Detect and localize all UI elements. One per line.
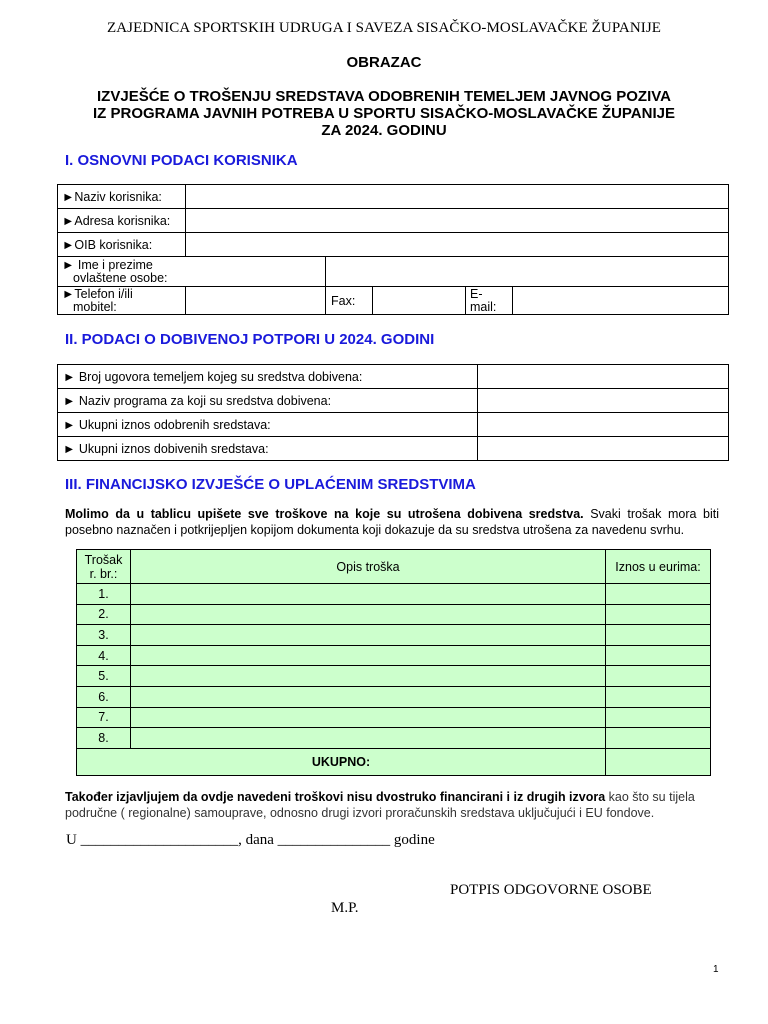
table-row	[77, 645, 711, 666]
table-row	[77, 604, 711, 625]
col-header-description: Opis troška	[131, 550, 606, 584]
row-number: 1.	[77, 584, 131, 605]
support-info-table	[57, 364, 729, 461]
organization-name: ZAJEDNICA SPORTSKIH UDRUGA I SAVEZA SISAČKO-MOSLAVAČKE ŽUPANIJE	[106, 20, 662, 36]
declaration-bold: Također izjavljujem da ovdje navedeni troškovi nisu dvostruko financirani i iz drugih izvora	[65, 790, 606, 804]
row-number: 2.	[77, 604, 131, 625]
row-amount-cell[interactable]	[606, 666, 711, 687]
row-description-cell[interactable]	[131, 625, 606, 646]
label-naziv: ►Naziv korisnika:	[58, 185, 186, 209]
col-header-number-line1: Trošak	[84, 552, 123, 567]
label-ime-line1: ► Ime i prezime	[62, 257, 153, 272]
input-oib[interactable]	[186, 233, 729, 257]
label-telefon-line1: ►Telefon i/ili	[62, 286, 133, 301]
total-label: UKUPNO:	[77, 748, 606, 775]
form-label: OBRAZAC	[346, 54, 422, 71]
table-row	[77, 728, 711, 749]
row-amount-cell[interactable]	[606, 707, 711, 728]
input-fax[interactable]	[373, 287, 466, 315]
row-description-cell[interactable]	[131, 666, 606, 687]
row-number: 7.	[77, 707, 131, 728]
title-line-3: ZA 2024. GODINU	[321, 122, 447, 139]
row-description-cell[interactable]	[131, 604, 606, 625]
col-header-number	[77, 550, 131, 584]
label-fax: Fax:	[326, 287, 373, 315]
col-header-number-line2: r. br.:	[89, 566, 118, 581]
section-1-heading: I. OSNOVNI PODACI KORISNIKA	[65, 152, 298, 169]
input-dobiveni-iznos[interactable]	[478, 437, 729, 461]
place-date-line[interactable]: U _____________________, dana _______________ godine	[66, 832, 435, 848]
total-amount-cell[interactable]	[606, 748, 711, 775]
row-amount-cell[interactable]	[606, 625, 711, 646]
row-amount-cell[interactable]	[606, 728, 711, 749]
row-description-cell[interactable]	[131, 728, 606, 749]
expenses-table	[76, 549, 711, 776]
row-number: 6.	[77, 686, 131, 707]
table-row	[77, 584, 711, 605]
label-email	[466, 287, 513, 315]
table-row	[77, 707, 711, 728]
input-naziv-programa[interactable]	[478, 389, 729, 413]
table-row	[77, 686, 711, 707]
section-2-heading: II. PODACI O DOBIVENOJ POTPORI U 2024. GODINI	[65, 331, 435, 348]
row-number: 8.	[77, 728, 131, 749]
label-email-line1: E-	[470, 286, 483, 301]
label-broj-ugovora: ► Broj ugovora temeljem kojeg su sredstva dobivena:	[58, 365, 478, 389]
row-amount-cell[interactable]	[606, 584, 711, 605]
label-odobreni-iznos: ► Ukupni iznos odobrenih sredstava:	[58, 413, 478, 437]
document-title	[0, 88, 768, 139]
table-row	[77, 625, 711, 646]
label-telefon-line2: mobitel:	[73, 299, 117, 314]
label-adresa: ►Adresa korisnika:	[58, 209, 186, 233]
label-email-line2: mail:	[470, 299, 497, 314]
input-broj-ugovora[interactable]	[478, 365, 729, 389]
title-line-2: IZ PROGRAMA JAVNIH POTREBA U SPORTU SISAČKO-MOSLAVAČKE ŽUPANIJE	[93, 105, 675, 122]
row-number: 5.	[77, 666, 131, 687]
label-oib: ►OIB korisnika:	[58, 233, 186, 257]
row-amount-cell[interactable]	[606, 686, 711, 707]
row-description-cell[interactable]	[131, 645, 606, 666]
row-amount-cell[interactable]	[606, 604, 711, 625]
declaration-rest: kao što su tijela područne ( regionalne) samouprave, odnosno drugi izvori proračunskih sredstava uključujući i EU fondove.	[65, 790, 695, 820]
row-description-cell[interactable]	[131, 707, 606, 728]
table-row	[77, 666, 711, 687]
instruction-rest: Svaki trošak mora biti posebno naznačen i potkrijepljen kopijom dokumenta koji dokazuje da su sredstva utrošena za navedenu svrhu.	[65, 507, 719, 537]
title-line-1: IZVJEŠĆE O TROŠENJU SREDSTAVA ODOBRENIH TEMELJEM JAVNOG POZIVA	[97, 88, 671, 105]
input-odobreni-iznos[interactable]	[478, 413, 729, 437]
signature-label: POTPIS ODGOVORNE OSOBE	[450, 882, 652, 898]
label-telefon	[58, 287, 186, 315]
row-number: 3.	[77, 625, 131, 646]
label-naziv-programa: ► Naziv programa za koji su sredstva dobivena:	[58, 389, 478, 413]
basic-info-table	[57, 184, 729, 315]
row-description-cell[interactable]	[131, 584, 606, 605]
input-telefon[interactable]	[186, 287, 326, 315]
section-3-heading: III. FINANCIJSKO IZVJEŠĆE O UPLAĆENIM SREDSTVIMA	[65, 476, 476, 493]
page-number: 1	[713, 964, 719, 975]
row-amount-cell[interactable]	[606, 645, 711, 666]
input-naziv[interactable]	[186, 185, 729, 209]
instruction-bold: Molimo da u tablicu upišete sve troškove na koje su utrošena dobivena sredstva.	[65, 507, 584, 521]
declaration-text	[65, 789, 719, 821]
label-ime	[58, 257, 326, 287]
row-description-cell[interactable]	[131, 686, 606, 707]
label-dobiveni-iznos: ► Ukupni iznos dobivenih sredstava:	[58, 437, 478, 461]
stamp-label: M.P.	[331, 900, 359, 916]
row-number: 4.	[77, 645, 131, 666]
label-ime-line2: ovlaštene osobe:	[73, 270, 168, 285]
col-header-amount: Iznos u eurima:	[606, 550, 711, 584]
instruction-text	[65, 506, 719, 538]
input-ime[interactable]	[326, 257, 729, 287]
input-adresa[interactable]	[186, 209, 729, 233]
input-email[interactable]	[513, 287, 729, 315]
